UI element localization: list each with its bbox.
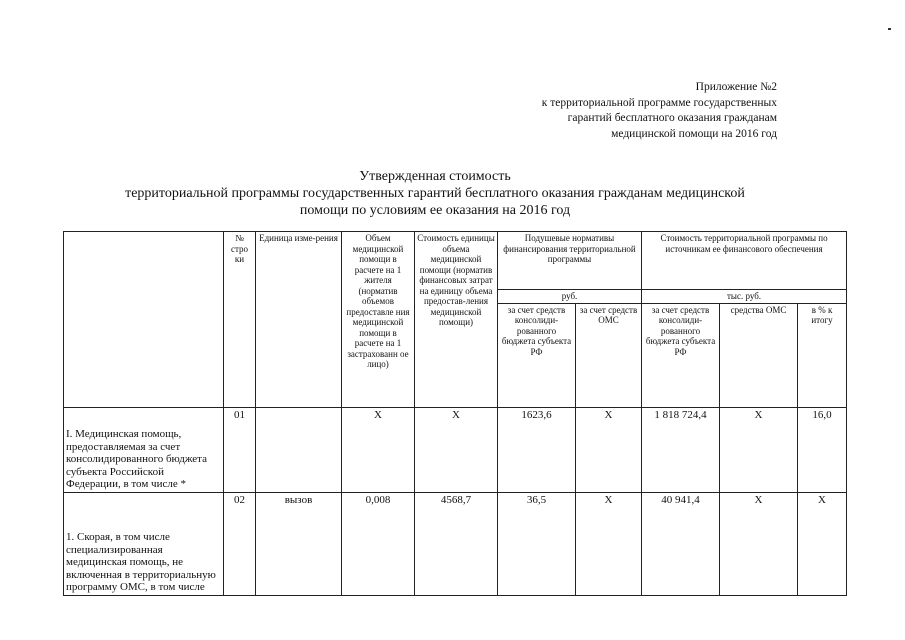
header-unit-cost: Стоимость единицы объема медицинской помощи (норматив финансовых затрат на единицу объема предостав-ления медицинской помощи) (415, 232, 498, 408)
header-unit: Единица изме-рения (256, 232, 342, 408)
title-line-2: территориальной программы государственных гарантий бесплатного оказания гражданам медицинской (125, 186, 745, 201)
table-row (64, 492, 847, 595)
row-pc-oms: X (576, 492, 642, 595)
row-tc-budget: 1 818 724,4 (642, 407, 720, 492)
row-tc-percent: X (798, 492, 847, 595)
header-total-cost: Стоимость территориальной программы по источникам ее финансового обеспечения (642, 232, 847, 290)
row-cost: 4568,7 (415, 492, 498, 595)
header-unit-thousand-rub: тыс. руб. (642, 290, 847, 304)
row-unit: вызов (256, 492, 342, 595)
header-volume: Объем медицинской помощи в расчете на 1 жителя (норматив объемов предоставле ния медицинской помощи в расчете на 1 застрахованн ое лицо) (342, 232, 415, 408)
row-pc-oms: X (576, 407, 642, 492)
annex-line-3: гарантий бесплатного оказания гражданам (567, 112, 777, 124)
row-tc-percent: 16,0 (798, 407, 847, 492)
document-title (90, 168, 780, 219)
header-unit-rub: руб. (498, 290, 642, 304)
scan-speck (888, 28, 891, 30)
header-percent: в % к итогу (798, 303, 847, 407)
row-volume: 0,008 (342, 492, 415, 595)
annex-line-4: медицинской помощи на 2016 год (611, 127, 777, 140)
table-row (64, 407, 847, 492)
header-name-blank (64, 232, 224, 408)
header-budget: за счет средств консолиди-рованного бюджета субъекта РФ (498, 303, 576, 407)
header-per-capita: Подушевые нормативы финансирования территориальной программы (498, 232, 642, 290)
title-line-3: помощи по условиям ее оказания на 2016 год (299, 203, 571, 218)
annex-header (542, 80, 777, 142)
row-pc-budget: 1623,6 (498, 407, 576, 492)
row-name: 1. Скорая, в том числе специализированная медицинская помощь, не включенная в территориальную программу ОМС, в том числе (64, 492, 224, 595)
annex-line-1: Приложение №2 (695, 81, 777, 93)
row-tc-oms: X (720, 407, 798, 492)
annex-line-2: к территориальной программе государственных (541, 96, 777, 109)
cost-table (63, 231, 847, 596)
row-number: 02 (224, 492, 256, 595)
row-volume: X (342, 407, 415, 492)
header-oms: за счет средств ОМС (576, 303, 642, 407)
header-row-number: № стро ки (224, 232, 256, 408)
header-row-1 (64, 232, 847, 290)
title-line-1: Утвержденная стоимость (359, 169, 511, 184)
row-name: I. Медицинская помощь, предоставляемая за счет консолидированного бюджета субъекта Российской Федерации, в том числе * (64, 407, 224, 492)
header-oms-thousand: средства ОМС (720, 303, 798, 407)
row-cost: X (415, 407, 498, 492)
row-tc-budget: 40 941,4 (642, 492, 720, 595)
row-pc-budget: 36,5 (498, 492, 576, 595)
row-number: 01 (224, 407, 256, 492)
row-unit (256, 407, 342, 492)
row-tc-oms: X (720, 492, 798, 595)
header-budget-thousand: за счет средств консолиди-рованного бюджета субъекта РФ (642, 303, 720, 407)
